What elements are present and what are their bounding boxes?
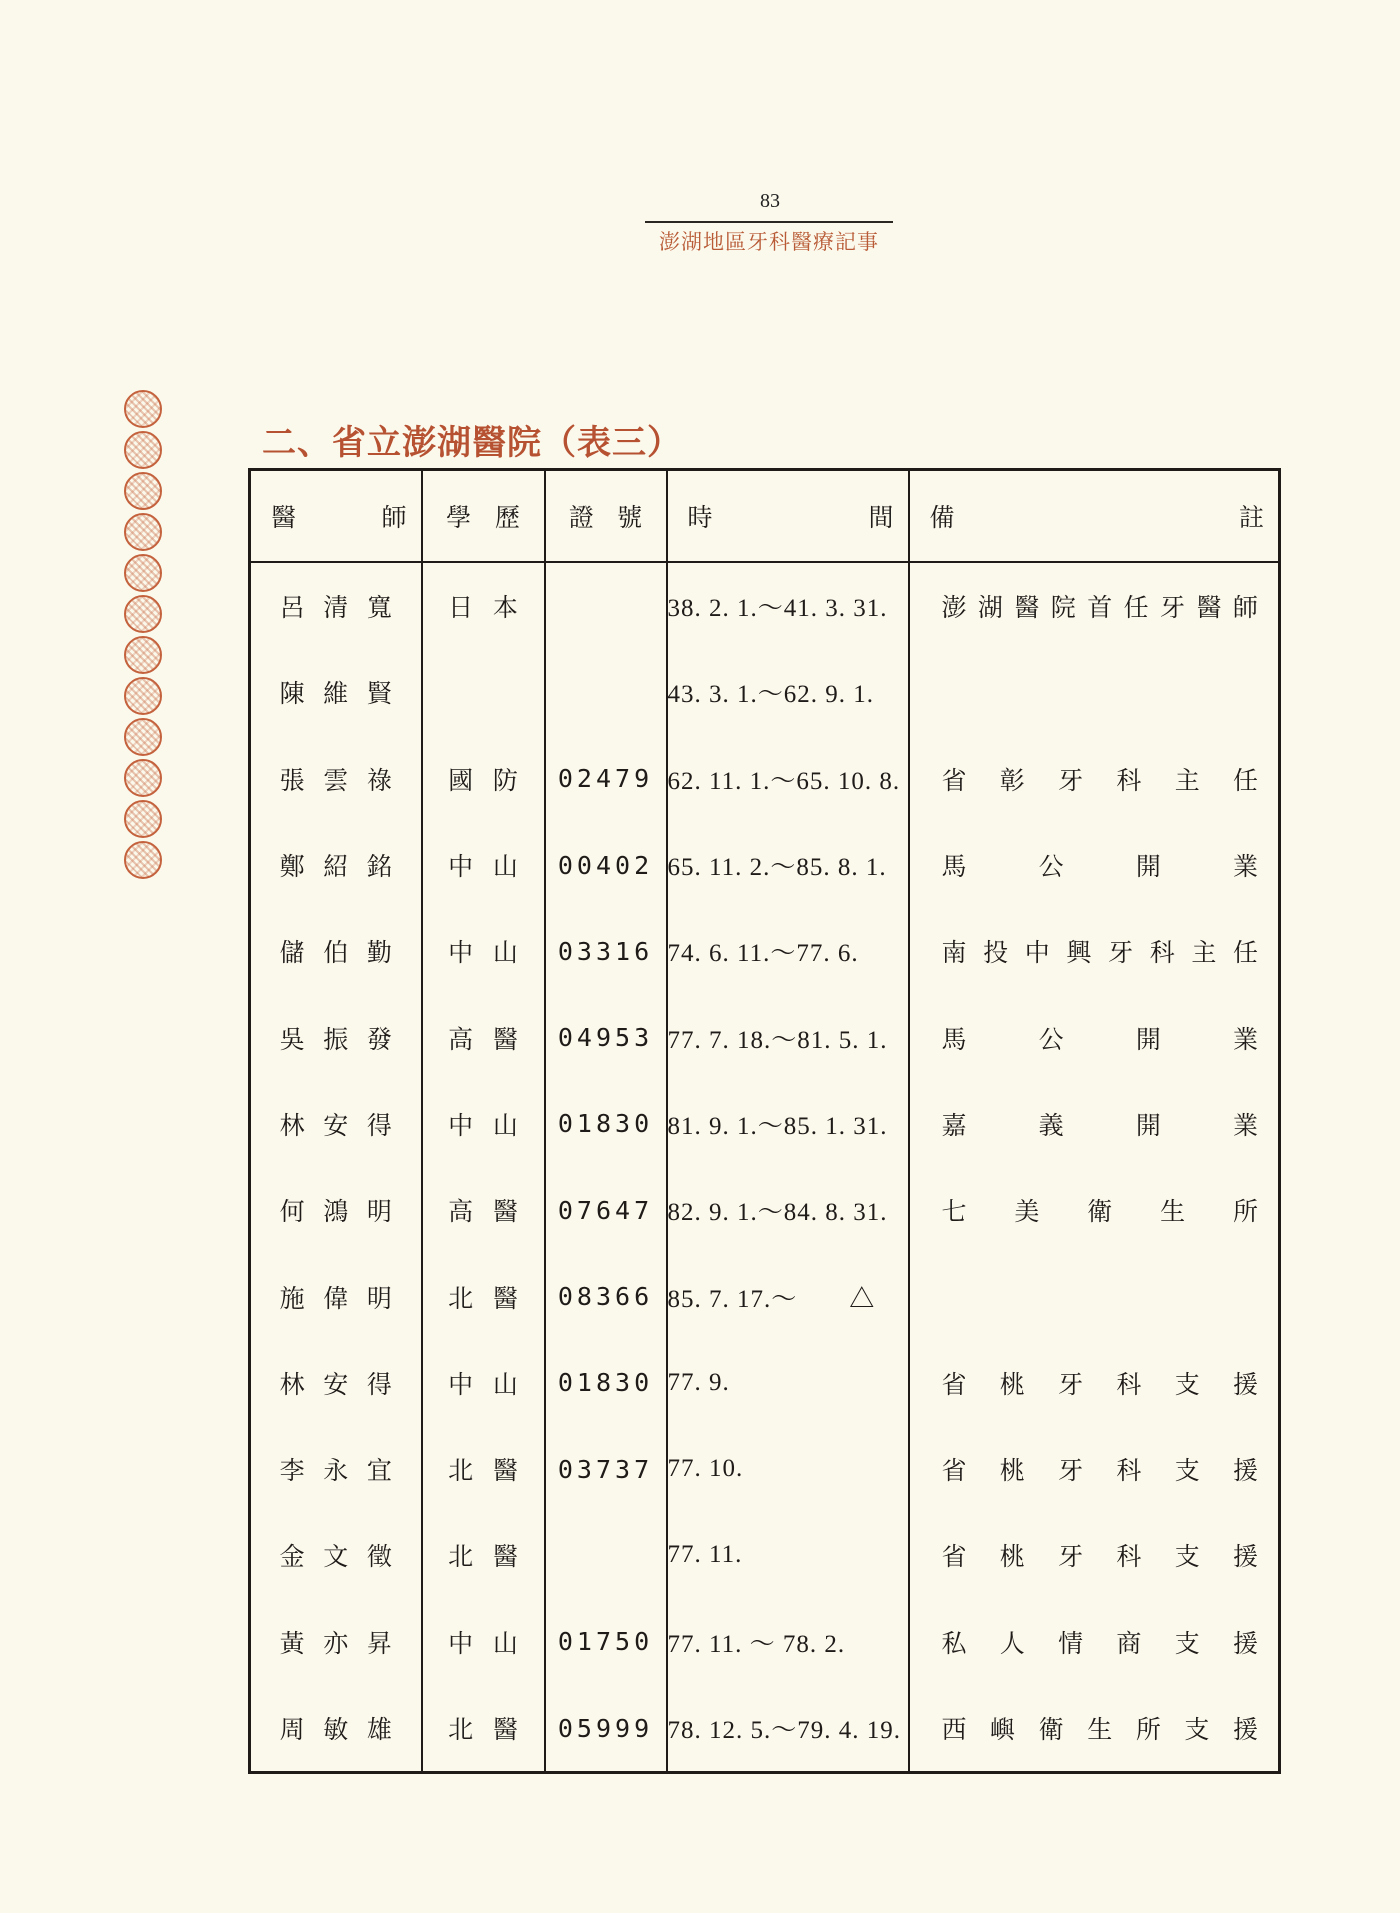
seal-stamp xyxy=(124,472,162,510)
cell-education: 中 山 xyxy=(422,822,545,908)
cell-doctor-name: 吳 振 發 xyxy=(250,994,422,1080)
dentist-records-table xyxy=(248,468,1281,1774)
header-doctor: 醫 師 xyxy=(250,470,422,563)
page-number: 83 xyxy=(760,190,780,212)
cell-license-number: 08366 xyxy=(545,1253,667,1339)
cell-doctor-name: 黃 亦 昇 xyxy=(250,1599,422,1685)
header-rule xyxy=(645,221,893,223)
seal-stamp xyxy=(124,595,162,633)
cell-period: 74. 6. 11.～77. 6. xyxy=(667,908,909,994)
cell-license-number xyxy=(545,1512,667,1598)
cell-doctor-name: 何 鴻 明 xyxy=(250,1167,422,1253)
cell-remarks: 七 美 衛 生 所 xyxy=(909,1167,1280,1253)
seal-stamp xyxy=(124,431,162,469)
table-row xyxy=(250,736,1280,822)
table-row xyxy=(250,1512,1280,1598)
table-row xyxy=(250,1599,1280,1685)
seal-strip xyxy=(124,390,164,882)
cell-license-number: 07647 xyxy=(545,1167,667,1253)
cell-remarks: 西 嶼 衛 生 所 支 援 xyxy=(909,1685,1280,1773)
cell-doctor-name: 鄭 紹 銘 xyxy=(250,822,422,908)
cell-education: 中 山 xyxy=(422,1340,545,1426)
cell-period: 77. 9. xyxy=(667,1340,909,1426)
cell-doctor-name: 李 永 宜 xyxy=(250,1426,422,1512)
table-row xyxy=(250,908,1280,994)
cell-license-number: 02479 xyxy=(545,736,667,822)
cell-license-number xyxy=(545,649,667,735)
seal-stamp xyxy=(124,841,162,879)
cell-period: 85. 7. 17.～ △ xyxy=(667,1253,909,1339)
cell-education: 高 醫 xyxy=(422,1167,545,1253)
table-row xyxy=(250,1340,1280,1426)
cell-license-number: 05999 xyxy=(545,1685,667,1773)
cell-period: 77. 10. xyxy=(667,1426,909,1512)
cell-education: 高 醫 xyxy=(422,994,545,1080)
cell-remarks xyxy=(909,1253,1280,1339)
cell-license-number: 01830 xyxy=(545,1081,667,1167)
table-row xyxy=(250,1426,1280,1512)
cell-education: 中 山 xyxy=(422,1599,545,1685)
seal-stamp xyxy=(124,390,162,428)
section-title: 二、省立澎湖醫院（表三） xyxy=(262,423,682,463)
seal-stamp xyxy=(124,554,162,592)
table-row xyxy=(250,1167,1280,1253)
cell-period: 81. 9. 1.～85. 1. 31. xyxy=(667,1081,909,1167)
table-header-row xyxy=(250,470,1280,563)
cell-education: 北 醫 xyxy=(422,1512,545,1598)
cell-license-number: 01750 xyxy=(545,1599,667,1685)
table-row xyxy=(250,822,1280,908)
cell-doctor-name: 陳 維 賢 xyxy=(250,649,422,735)
cell-remarks: 省 桃 牙 科 支 援 xyxy=(909,1512,1280,1598)
table-row xyxy=(250,994,1280,1080)
seal-stamp xyxy=(124,513,162,551)
cell-education: 日 本 xyxy=(422,562,545,649)
cell-remarks xyxy=(909,649,1280,735)
cell-remarks: 私 人 情 商 支 援 xyxy=(909,1599,1280,1685)
cell-license-number xyxy=(545,562,667,649)
seal-stamp xyxy=(124,759,162,797)
cell-license-number: 03737 xyxy=(545,1426,667,1512)
header-license: 證 號 xyxy=(545,470,667,563)
seal-stamp xyxy=(124,677,162,715)
cell-education: 北 醫 xyxy=(422,1685,545,1773)
cell-doctor-name: 林 安 得 xyxy=(250,1081,422,1167)
cell-period: 38. 2. 1.～41. 3. 31. xyxy=(667,562,909,649)
cell-doctor-name: 施 偉 明 xyxy=(250,1253,422,1339)
cell-remarks: 馬 公 開 業 xyxy=(909,822,1280,908)
cell-education: 國 防 xyxy=(422,736,545,822)
cell-remarks: 馬 公 開 業 xyxy=(909,994,1280,1080)
running-title: 澎湖地區牙科醫療記事 xyxy=(659,230,879,254)
cell-education: 中 山 xyxy=(422,1081,545,1167)
cell-remarks: 省 桃 牙 科 支 援 xyxy=(909,1340,1280,1426)
cell-license-number: 04953 xyxy=(545,994,667,1080)
cell-doctor-name: 周 敏 雄 xyxy=(250,1685,422,1773)
cell-doctor-name: 呂 清 寬 xyxy=(250,562,422,649)
cell-period: 65. 11. 2.～85. 8. 1. xyxy=(667,822,909,908)
table-row xyxy=(250,1253,1280,1339)
header-remarks: 備 註 xyxy=(909,470,1280,563)
cell-period: 78. 12. 5.～79. 4. 19. xyxy=(667,1685,909,1773)
table-row xyxy=(250,562,1280,649)
cell-doctor-name: 金 文 徵 xyxy=(250,1512,422,1598)
cell-license-number: 00402 xyxy=(545,822,667,908)
cell-education: 中 山 xyxy=(422,908,545,994)
cell-period: 82. 9. 1.～84. 8. 31. xyxy=(667,1167,909,1253)
cell-period: 77. 11. ～ 78. 2. xyxy=(667,1599,909,1685)
seal-stamp xyxy=(124,800,162,838)
cell-doctor-name: 儲 伯 勤 xyxy=(250,908,422,994)
cell-license-number: 01830 xyxy=(545,1340,667,1426)
cell-remarks: 省 桃 牙 科 支 援 xyxy=(909,1426,1280,1512)
cell-remarks: 省 彰 牙 科 主 任 xyxy=(909,736,1280,822)
cell-doctor-name: 張 雲 祿 xyxy=(250,736,422,822)
header-period: 時 間 xyxy=(667,470,909,563)
seal-stamp xyxy=(124,718,162,756)
seal-stamp xyxy=(124,636,162,674)
cell-education xyxy=(422,649,545,735)
cell-period: 77. 7. 18.～81. 5. 1. xyxy=(667,994,909,1080)
cell-period: 43. 3. 1.～62. 9. 1. xyxy=(667,649,909,735)
cell-period: 77. 11. xyxy=(667,1512,909,1598)
table-row xyxy=(250,649,1280,735)
cell-license-number: 03316 xyxy=(545,908,667,994)
cell-education: 北 醫 xyxy=(422,1426,545,1512)
table-row xyxy=(250,1081,1280,1167)
cell-education: 北 醫 xyxy=(422,1253,545,1339)
header-education: 學 歷 xyxy=(422,470,545,563)
cell-doctor-name: 林 安 得 xyxy=(250,1340,422,1426)
cell-remarks: 南 投 中 興 牙 科 主 任 xyxy=(909,908,1280,994)
table-row xyxy=(250,1685,1280,1773)
cell-remarks: 澎 湖 醫 院 首 任 牙 醫 師 xyxy=(909,562,1280,649)
cell-remarks: 嘉 義 開 業 xyxy=(909,1081,1280,1167)
cell-period: 62. 11. 1.～65. 10. 8. xyxy=(667,736,909,822)
